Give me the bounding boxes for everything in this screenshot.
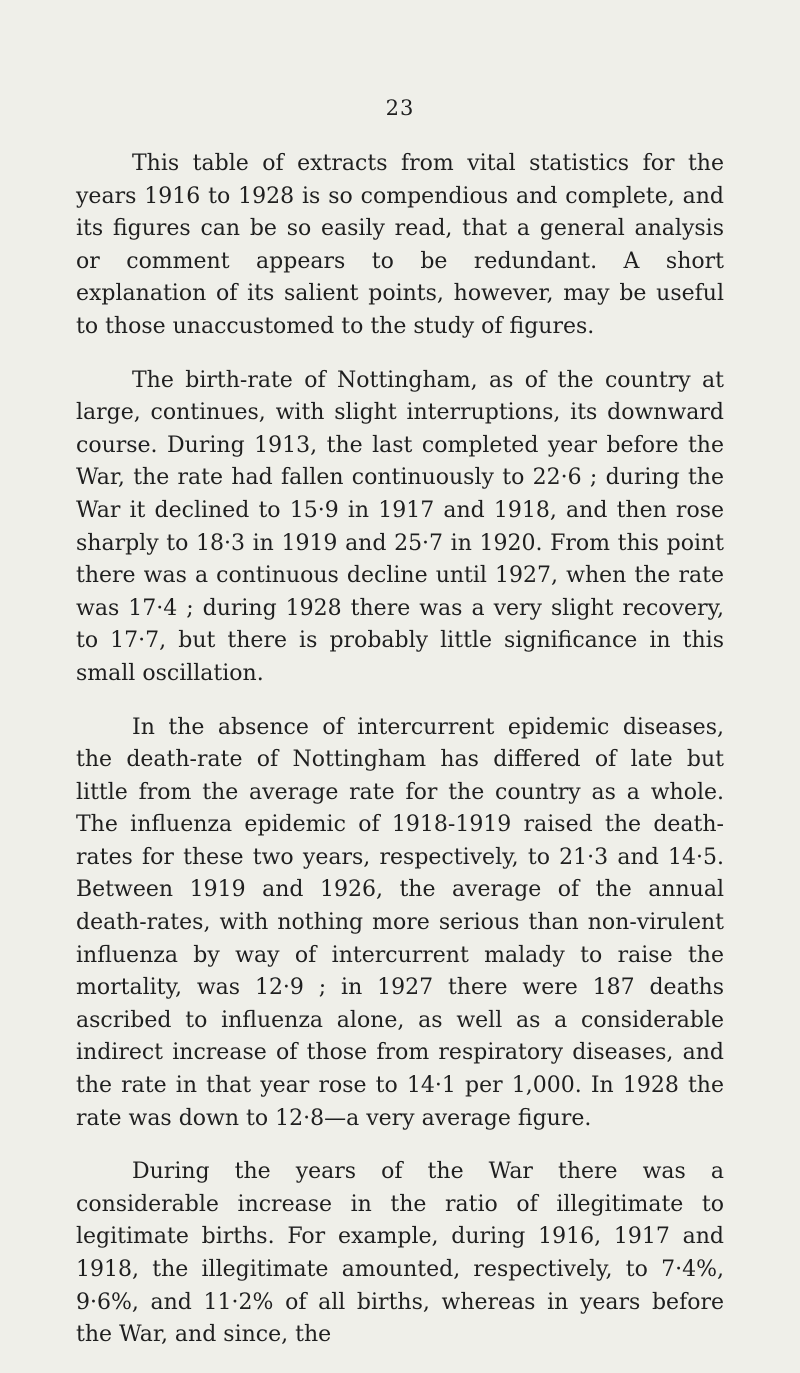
paragraph-vital-statistics-intro: This table of extracts from vital statistics for the years 1916 to 1928 is so compendious and complete, and its figures can be so easily read, that a general analysis or comment appears to be redundant. A short explanation of its salient points, however, may be useful to those unaccustomed to the study of figures.: [76, 151, 724, 339]
page-number: 23: [385, 96, 415, 120]
paragraph-death-rate: In the absence of intercurrent epidemic diseases, the death-rate of Nottingham has differed of late but little from the average rate for the country as a whole. The influenza epidemic of 1918-1919 raised the death-rates for these two years, respectively, to 21·3 and 14·5. Between 1919 and 1926, the average of the annual death-rates, with nothing more serious than non-virulent influenza by way of intercurrent malady to raise the mortality, was 12·9 ; in 1927 there were 187 deaths ascribed to influenza alone, as well as a considerable indirect increase of those from respiratory diseases, and the rate in that year rose to 14·1 per 1,000. In 1928 the rate was down to 12·8—a very average figure.: [76, 714, 724, 1131]
paragraph-birth-rate: The birth-rate of Nottingham, as of the country at large, continues, with slight interruptions, its downward course. During 1913, the last completed year before the War, the rate had fallen continuously to 22·6 ; during the War it declined to 15·9 in 1917 and 1918, and then rose sharply to 18·3 in 1919 and 25·7 in 1920. From this point there was a continuous decline until 1927, when the rate was 17·4 ; during 1928 there was a very slight recovery, to 17·7, but there is probably little significance in this small oscillation.: [76, 367, 724, 686]
paragraph-illegitimate-births: During the years of the War there was a considerable increase in the ratio of illegitimate to legitimate births. For example, during 1916, 1917 and 1918, the illegitimate amounted, respectively, to 7·4%, 9·6%, and 11·2% of all births, whereas in years before the War, and since, the: [76, 1159, 724, 1348]
page-body: [76, 148, 724, 1373]
